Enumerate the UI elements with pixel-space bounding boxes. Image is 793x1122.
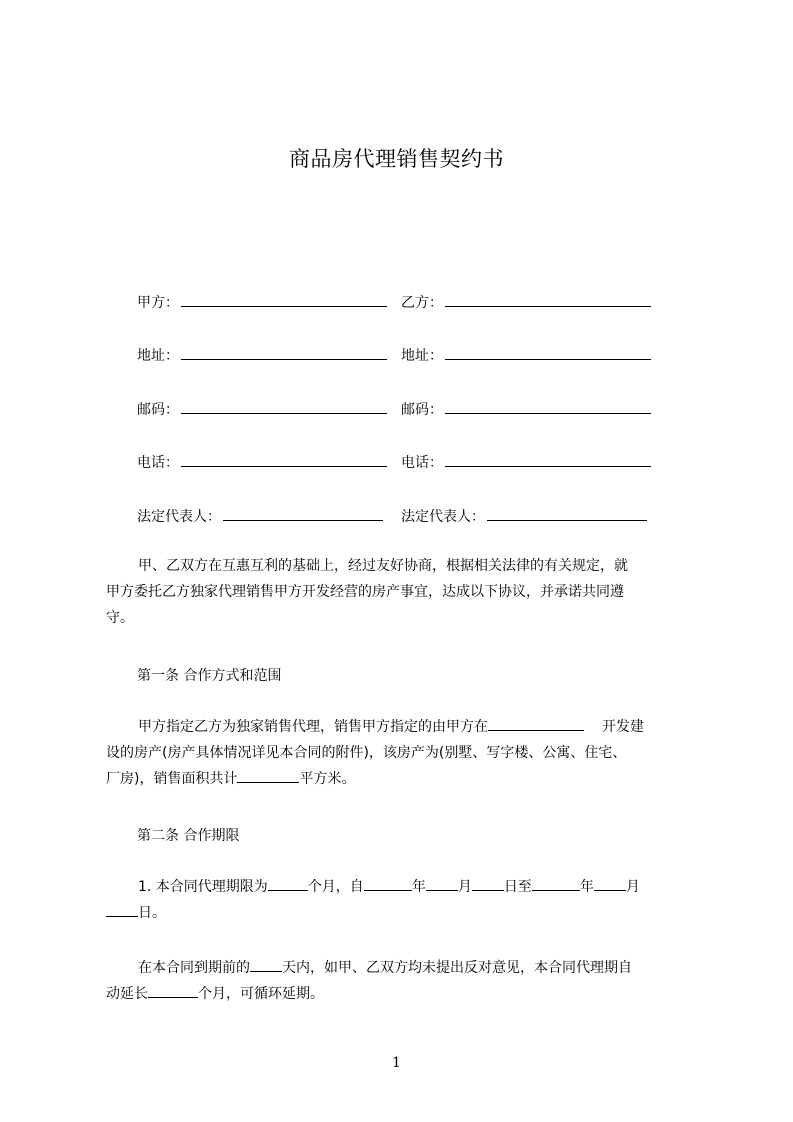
party-a-address-blank — [181, 345, 387, 360]
party-b-name-label: 乙方： — [401, 295, 443, 311]
party-row-phone — [137, 452, 677, 476]
term-text-f: 年 — [579, 879, 594, 895]
party-a-phone-label: 电话： — [137, 455, 179, 471]
party-b-phone — [401, 452, 651, 472]
renewal-line-2 — [106, 981, 706, 1007]
sales-area-blank — [237, 768, 299, 783]
article-1-line-1 — [106, 714, 706, 740]
party-a-representative-label: 法定代表人： — [137, 509, 221, 525]
start-month-blank — [426, 876, 458, 891]
term-text-g: 月 — [625, 879, 640, 895]
renewal-months-blank — [148, 983, 198, 998]
party-b-address-label: 地址： — [401, 348, 443, 364]
term-text-d: 月 — [457, 879, 472, 895]
party-row-name — [137, 292, 677, 316]
party-row-address — [137, 345, 677, 369]
article-1-line-1-text-b: 开发建 — [602, 719, 644, 735]
party-b-representative — [401, 506, 647, 526]
party-a-name-label: 甲方： — [137, 295, 179, 311]
party-row-representative — [137, 506, 677, 530]
article-1-paragraph — [106, 714, 706, 792]
term-line-1 — [106, 874, 706, 900]
renewal-line-1 — [106, 955, 706, 981]
party-b-postcode-blank — [445, 399, 651, 414]
party-b-name-blank — [445, 292, 651, 307]
term-months-blank — [268, 876, 308, 891]
party-a-address — [137, 345, 387, 365]
renewal-days-blank — [250, 957, 282, 972]
article-1-line-2: 设的房产(房产具体情况详见本合同的附件)，该房产为(别墅、写字楼、公寓、住宅、 — [106, 745, 627, 761]
term-text-h: 日。 — [138, 905, 166, 921]
term-line-2 — [106, 900, 706, 926]
preamble-line-1: 甲、乙双方在互惠互利的基础上，经过友好协商，根据相关法律的有关规定，就 — [138, 558, 628, 574]
party-b-phone-blank — [445, 452, 651, 467]
party-b-representative-blank — [487, 506, 647, 521]
party-a-phone-blank — [181, 452, 387, 467]
party-a-postcode — [137, 399, 387, 419]
renewal-text-c: 动延长 — [106, 986, 148, 1002]
page-number: 1 — [392, 1055, 401, 1071]
article-1-line-3 — [106, 766, 706, 792]
party-a-name-blank — [181, 292, 387, 307]
term-text-c: 年 — [411, 879, 426, 895]
party-a-representative-blank — [223, 506, 383, 521]
party-a-name — [137, 292, 387, 312]
article-2-item-1 — [106, 874, 706, 926]
party-b-postcode — [401, 399, 651, 419]
article-1-line-3-text-b: 平方米。 — [299, 771, 356, 787]
document-title: 商品房代理销售契约书 — [289, 147, 504, 171]
renewal-text-d: 个月，可循环延期。 — [198, 986, 324, 1002]
preamble-line-3: 守。 — [106, 610, 134, 626]
renewal-text-a: 在本合同到期前的 — [138, 960, 250, 976]
start-day-blank — [472, 876, 504, 891]
term-text-a: 1. 本合同代理期限为 — [138, 879, 268, 895]
party-b-postcode-label: 邮码： — [401, 402, 443, 418]
party-a-phone — [137, 452, 387, 472]
renewal-text-b: 天内，如甲、乙双方均未提出反对意见，本合同代理期自 — [282, 960, 632, 976]
end-day-blank — [106, 902, 138, 917]
article-1-line-1-text-a: 甲方指定乙方为独家销售代理，销售甲方指定的由甲方在 — [138, 719, 488, 735]
party-a-address-label: 地址： — [137, 348, 179, 364]
party-b-address-blank — [445, 345, 651, 360]
party-b-name — [401, 292, 651, 312]
end-year-blank — [532, 876, 580, 891]
article-1-heading: 第一条 合作方式和范围 — [137, 668, 282, 684]
term-text-b: 个月，自 — [307, 879, 364, 895]
article-2-heading: 第二条 合作期限 — [137, 828, 240, 844]
party-b-address — [401, 345, 651, 365]
party-b-phone-label: 电话： — [401, 455, 443, 471]
start-year-blank — [364, 876, 412, 891]
end-month-blank — [594, 876, 626, 891]
party-row-postcode — [137, 399, 677, 423]
term-text-e: 日至 — [503, 879, 532, 895]
party-a-representative — [137, 506, 383, 526]
preamble-line-2: 甲方委托乙方独家代理销售甲方开发经营的房产事宜，达成以下协议，并承诺共同遵 — [106, 584, 624, 600]
party-a-postcode-label: 邮码： — [137, 402, 179, 418]
article-1-line-3-text-a: 厂房)，销售面积共计 — [106, 771, 238, 787]
article-2-renewal — [106, 955, 706, 1007]
development-location-blank — [488, 716, 584, 731]
party-b-representative-label: 法定代表人： — [401, 509, 485, 525]
preamble-paragraph — [106, 553, 706, 631]
party-a-postcode-blank — [181, 399, 387, 414]
